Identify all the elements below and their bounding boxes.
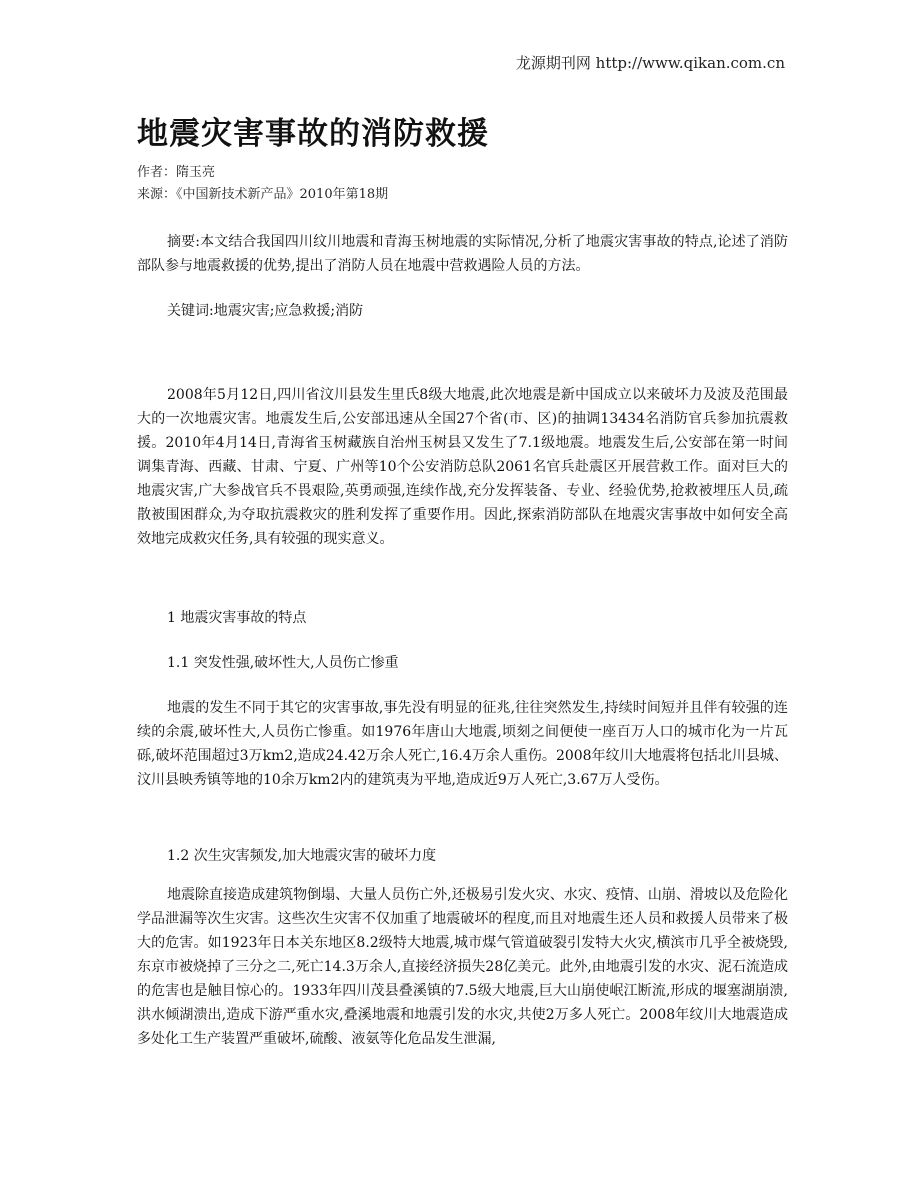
intro-paragraph: 2008年5月12日,四川省汶川县发生里氏8级大地震,此次地震是新中国成立以来破坏力及波及范围最大的一次地震灾害。地震发生后,公安部迅速从全国27个省(市、区)的抽调13434名消防官兵参加抗震救援。2010年4月14日,青海省玉树藏族自治州玉树县又发生了7.1级地震。地震发生后,公安部在第一时间调集青海、西藏、甘肃、宁夏、广州等10个公安消防总队2061名官兵赴震区开展营救工作。面对巨大的地震灾害,广大参战官兵不畏艰险,英勇顽强,连续作战,充分发挥装备、专业、经验优势,抢救被埋压人员,疏散被围困群众,为夺取抗震救灾的胜利发挥了重要作用。因此,探索消防部队在地震灾害事故中如何安全高效地完成救灾任务,具有较强的现实意义。 [137,387,788,547]
site-header: 龙源期刊网 http://www.qikan.com.cn [515,54,785,72]
section-heading-1: 1 地震灾害事故的特点 [167,610,307,626]
article-source: 来源：《中国新技术新产品》2010年第18期 [137,187,389,202]
keywords-paragraph: 关键词:地震灾害;应急救援;消防 [167,303,364,319]
article-title: 地震灾害事故的消防救援 [137,116,489,152]
section-heading-1-2: 1.2 次生灾害频发,加大地震灾害的破坏力度 [167,848,437,864]
article-author: 作者：隋玉亮 [137,165,216,180]
section-heading-1-1: 1.1 突发性强,破坏性大,人员伤亡惨重 [167,655,399,671]
section-1-1-paragraph: 地震的发生不同于其它的灾害事故,事先没有明显的征兆,往往突然发生,持续时间短并且伴有较强的连续的余震,破坏性大,人员伤亡惨重。如1976年唐山大地震,顷刻之间便使一座百万人口的城市化为一片瓦砾,破坏范围超过3万km2,造成24.42万余人死亡,16.4万余人重伤。2008年纹川大地震将包括北川县城、汶川县映秀镇等地的10余万km2内的建筑夷为平地,造成近9万人死亡,3.67万人受伤。 [137,700,788,788]
section-1-2-paragraph: 地震除直接造成建筑物倒塌、大量人员伤亡外,还极易引发火灾、水灾、疫情、山崩、滑坡以及危险化学品泄漏等次生灾害。这些次生灾害不仅加重了地震破坏的程度,而且对地震生还人员和救援人员带来了极大的危害。如1923年日本关东地区8.2级特大地震,城市煤气管道破裂引发特大火灾,横滨市几乎全被烧毁,东京市被烧掉了三分之二,死亡14.3万余人,直接经济损失28亿美元。此外,由地震引发的水灾、泥石流造成的危害也是触目惊心的。1933年四川茂县叠溪镇的7.5级大地震,巨大山崩使岷江断流,形成的堰塞湖崩溃,洪水倾湖溃出,造成下游严重水灾,叠溪地震和地震引发的水灾,共使2万多人死亡。2008年纹川大地震造成多处化工生产装置严重破坏,硫酸、液氨等化危品发生泄漏, [137,887,788,1047]
abstract-paragraph: 摘要:本文结合我国四川纹川地震和青海玉树地震的实际情况,分析了地震灾害事故的特点,论述了消防部队参与地震救援的优势,提出了消防人员在地震中营救遇险人员的方法。 [137,234,788,274]
